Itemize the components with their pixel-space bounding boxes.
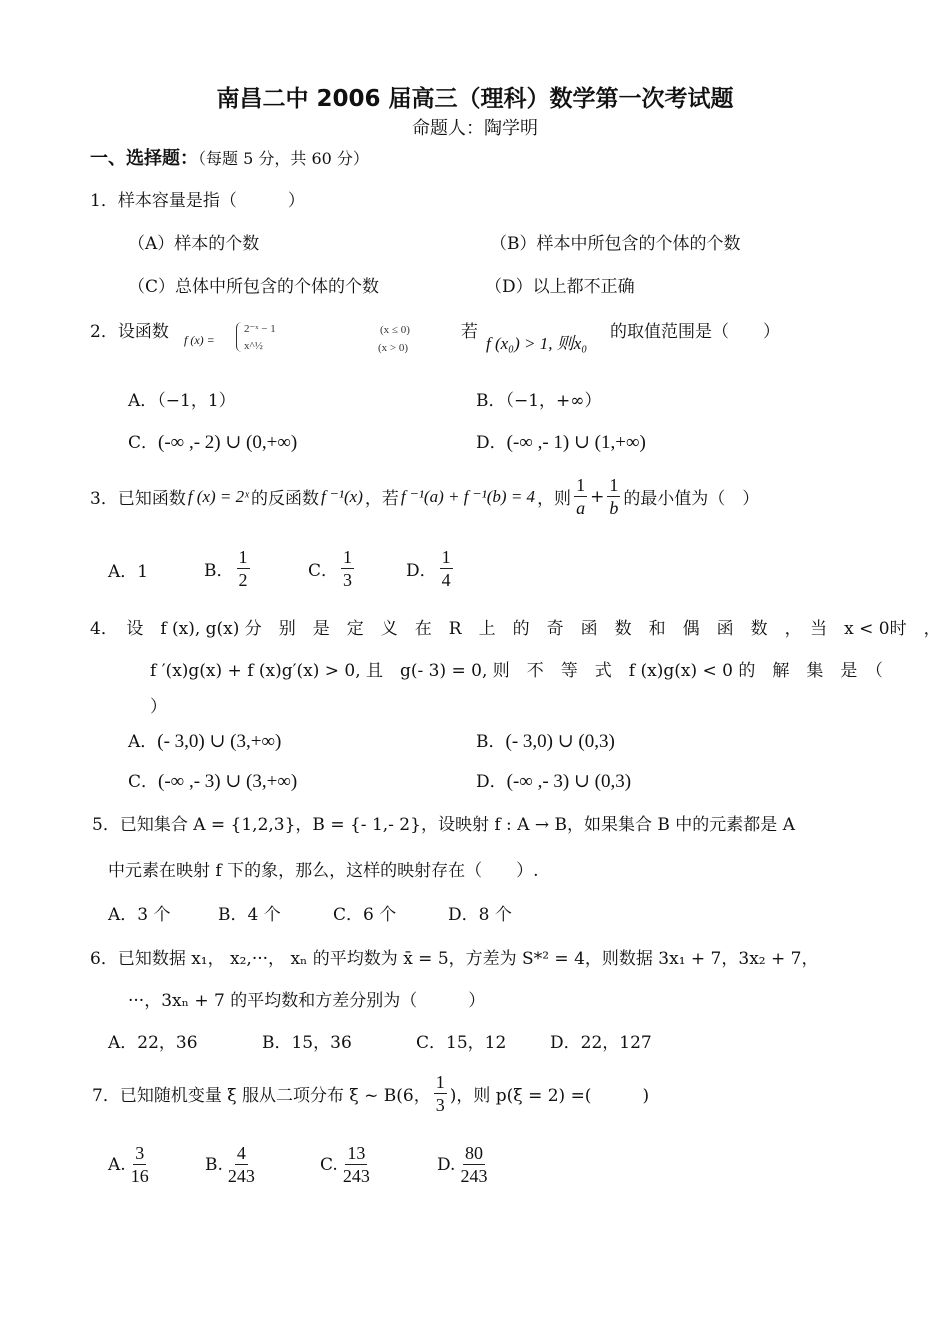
q3-option-a: A．1 <box>108 562 149 582</box>
q1-option-b: （B）样本中所包含的个体的个数 <box>490 234 741 254</box>
section-label: 一、选择题： <box>90 148 198 169</box>
q4-option-d: D．(-∞ ,- 3) ∪ (0,3) <box>476 771 632 792</box>
q4-option-b: B．(- 3,0) ∪ (0,3) <box>476 731 615 752</box>
q5-option-a: A．3 个 <box>108 905 171 925</box>
author-line: 命题人：陶学明 <box>412 118 538 139</box>
q6-line-2: ···，3xₙ + 7 的平均数和方差分别为（ ） <box>128 991 486 1011</box>
q7-option-d: D. $\frac{80}{243}$ <box>437 1143 488 1186</box>
q2-option-d: D．(-∞ ,- 1) ∪ (1,+∞) <box>476 432 646 453</box>
page-title: 南昌二中 2006 届高三（理科）数学第一次考试题 <box>216 86 734 112</box>
q2-condition-2: (x > 0) <box>378 342 409 354</box>
q2-stem-suffix: 的取值范围是（ ） <box>610 322 780 342</box>
q6-option-d: D．22，127 <box>550 1033 652 1053</box>
q6-option-c: C．15，12 <box>416 1033 507 1053</box>
q7-option-a: A. $\frac{3}{16}$ <box>108 1143 149 1186</box>
q4-line-2: f ′(x)g(x) + f (x)g′(x) > 0, 且 g(- 3) = 0, 则 不 等 式 f (x)g(x) < 0 的 解 集 是 （ <box>150 661 883 681</box>
section-note: （每题 5 分，共 60 分） <box>198 149 369 168</box>
q2-function-name: f (x) = <box>184 333 215 347</box>
q5-line-1: 5．已知集合 A = {1,2,3}，B = {- 1,- 2}，设映射 f : A → B，如果集合 B 中的元素都是 A <box>92 815 795 835</box>
q2-option-c: C．(-∞ ,- 2) ∪ (0,+∞) <box>128 432 298 453</box>
q2-piece-1: 2⁻ˣ − 1 <box>244 323 276 335</box>
q4-line-1: 4． 设 f (x), g(x) 分 别 是 定 义 在 R 上 的 奇 函 数 和 偶 函 数 ， 当 x < 0时 ， <box>90 619 941 639</box>
q3-option-d: D． $\frac{1}{4}$ <box>406 547 451 590</box>
q1-option-d: （D）以上都不正确 <box>485 277 635 297</box>
q2-ruo: 若 <box>461 322 478 342</box>
q3-stem: 3．已知函数 f (x) = 2ˣ 的反函数 f ⁻¹(x) ，若 f ⁻¹(a) + f ⁻¹(b) = 4 ，则 $\frac{1}{a}$ + $\frac{1}{b}$ 的最小值为（ ） <box>90 475 760 518</box>
q5-line-2: 中元素在映射 f 下的象，那么，这样的映射存在（ ）. <box>108 861 539 881</box>
q2-option-b: B．（−1，+∞） <box>476 391 602 411</box>
q7-option-c: C. $\frac{13}{243}$ <box>320 1143 370 1186</box>
q2-condition-1: (x ≤ 0) <box>380 324 410 336</box>
q5-option-c: C．6 个 <box>333 905 397 925</box>
q5-option-b: B．4 个 <box>218 905 281 925</box>
q6-option-a: A．22，36 <box>108 1033 198 1053</box>
q3-frac-2: $\frac{1}{b}$ <box>609 475 619 518</box>
q6-option-b: B．15，36 <box>262 1033 352 1053</box>
section-heading <box>90 144 369 170</box>
q7-fraction: $\frac{1}{3}$ <box>435 1072 445 1115</box>
q6-line-1: 6．已知数据 x₁， x₂,···， xₙ 的平均数为 x̄ = 5，方差为 S*² = 4，则数据 3x₁ + 7，3x₂ + 7， <box>90 949 819 969</box>
q4-line-3: ） <box>150 697 167 717</box>
q1-option-c: （C）总体中所包含的个体的个数 <box>128 277 380 297</box>
q2-piece-2: x^½ <box>244 340 263 352</box>
q3-frac-1: $\frac{1}{a}$ <box>576 475 586 518</box>
q5-option-d: D．8 个 <box>448 905 512 925</box>
q3-option-c: C． $\frac{1}{3}$ <box>308 547 353 590</box>
q4-option-c: C．(-∞ ,- 3) ∪ (3,+∞) <box>128 771 298 792</box>
q2-condition: f (x₀) > 1, 则x₀ <box>486 334 588 353</box>
q3-option-b: B． $\frac{1}{2}$ <box>204 547 248 590</box>
q2-piecewise-brace <box>236 322 243 352</box>
q2-stem-prefix: 2．设函数 <box>90 322 169 342</box>
q7-option-b: B. $\frac{4}{243}$ <box>205 1143 255 1186</box>
q1-option-a: （A）样本的个数 <box>128 234 260 254</box>
q2-option-a: A．（−1，1） <box>128 391 236 411</box>
q4-option-a: A．(- 3,0) ∪ (3,+∞) <box>128 731 282 752</box>
q1-stem: 1．样本容量是指（ ） <box>90 191 305 211</box>
q7-stem: 7．已知随机变量 ξ 服从二项分布 ξ ~ B(6， $\frac{1}{3}$ )，则 p(ξ = 2) =( ) <box>92 1072 650 1115</box>
